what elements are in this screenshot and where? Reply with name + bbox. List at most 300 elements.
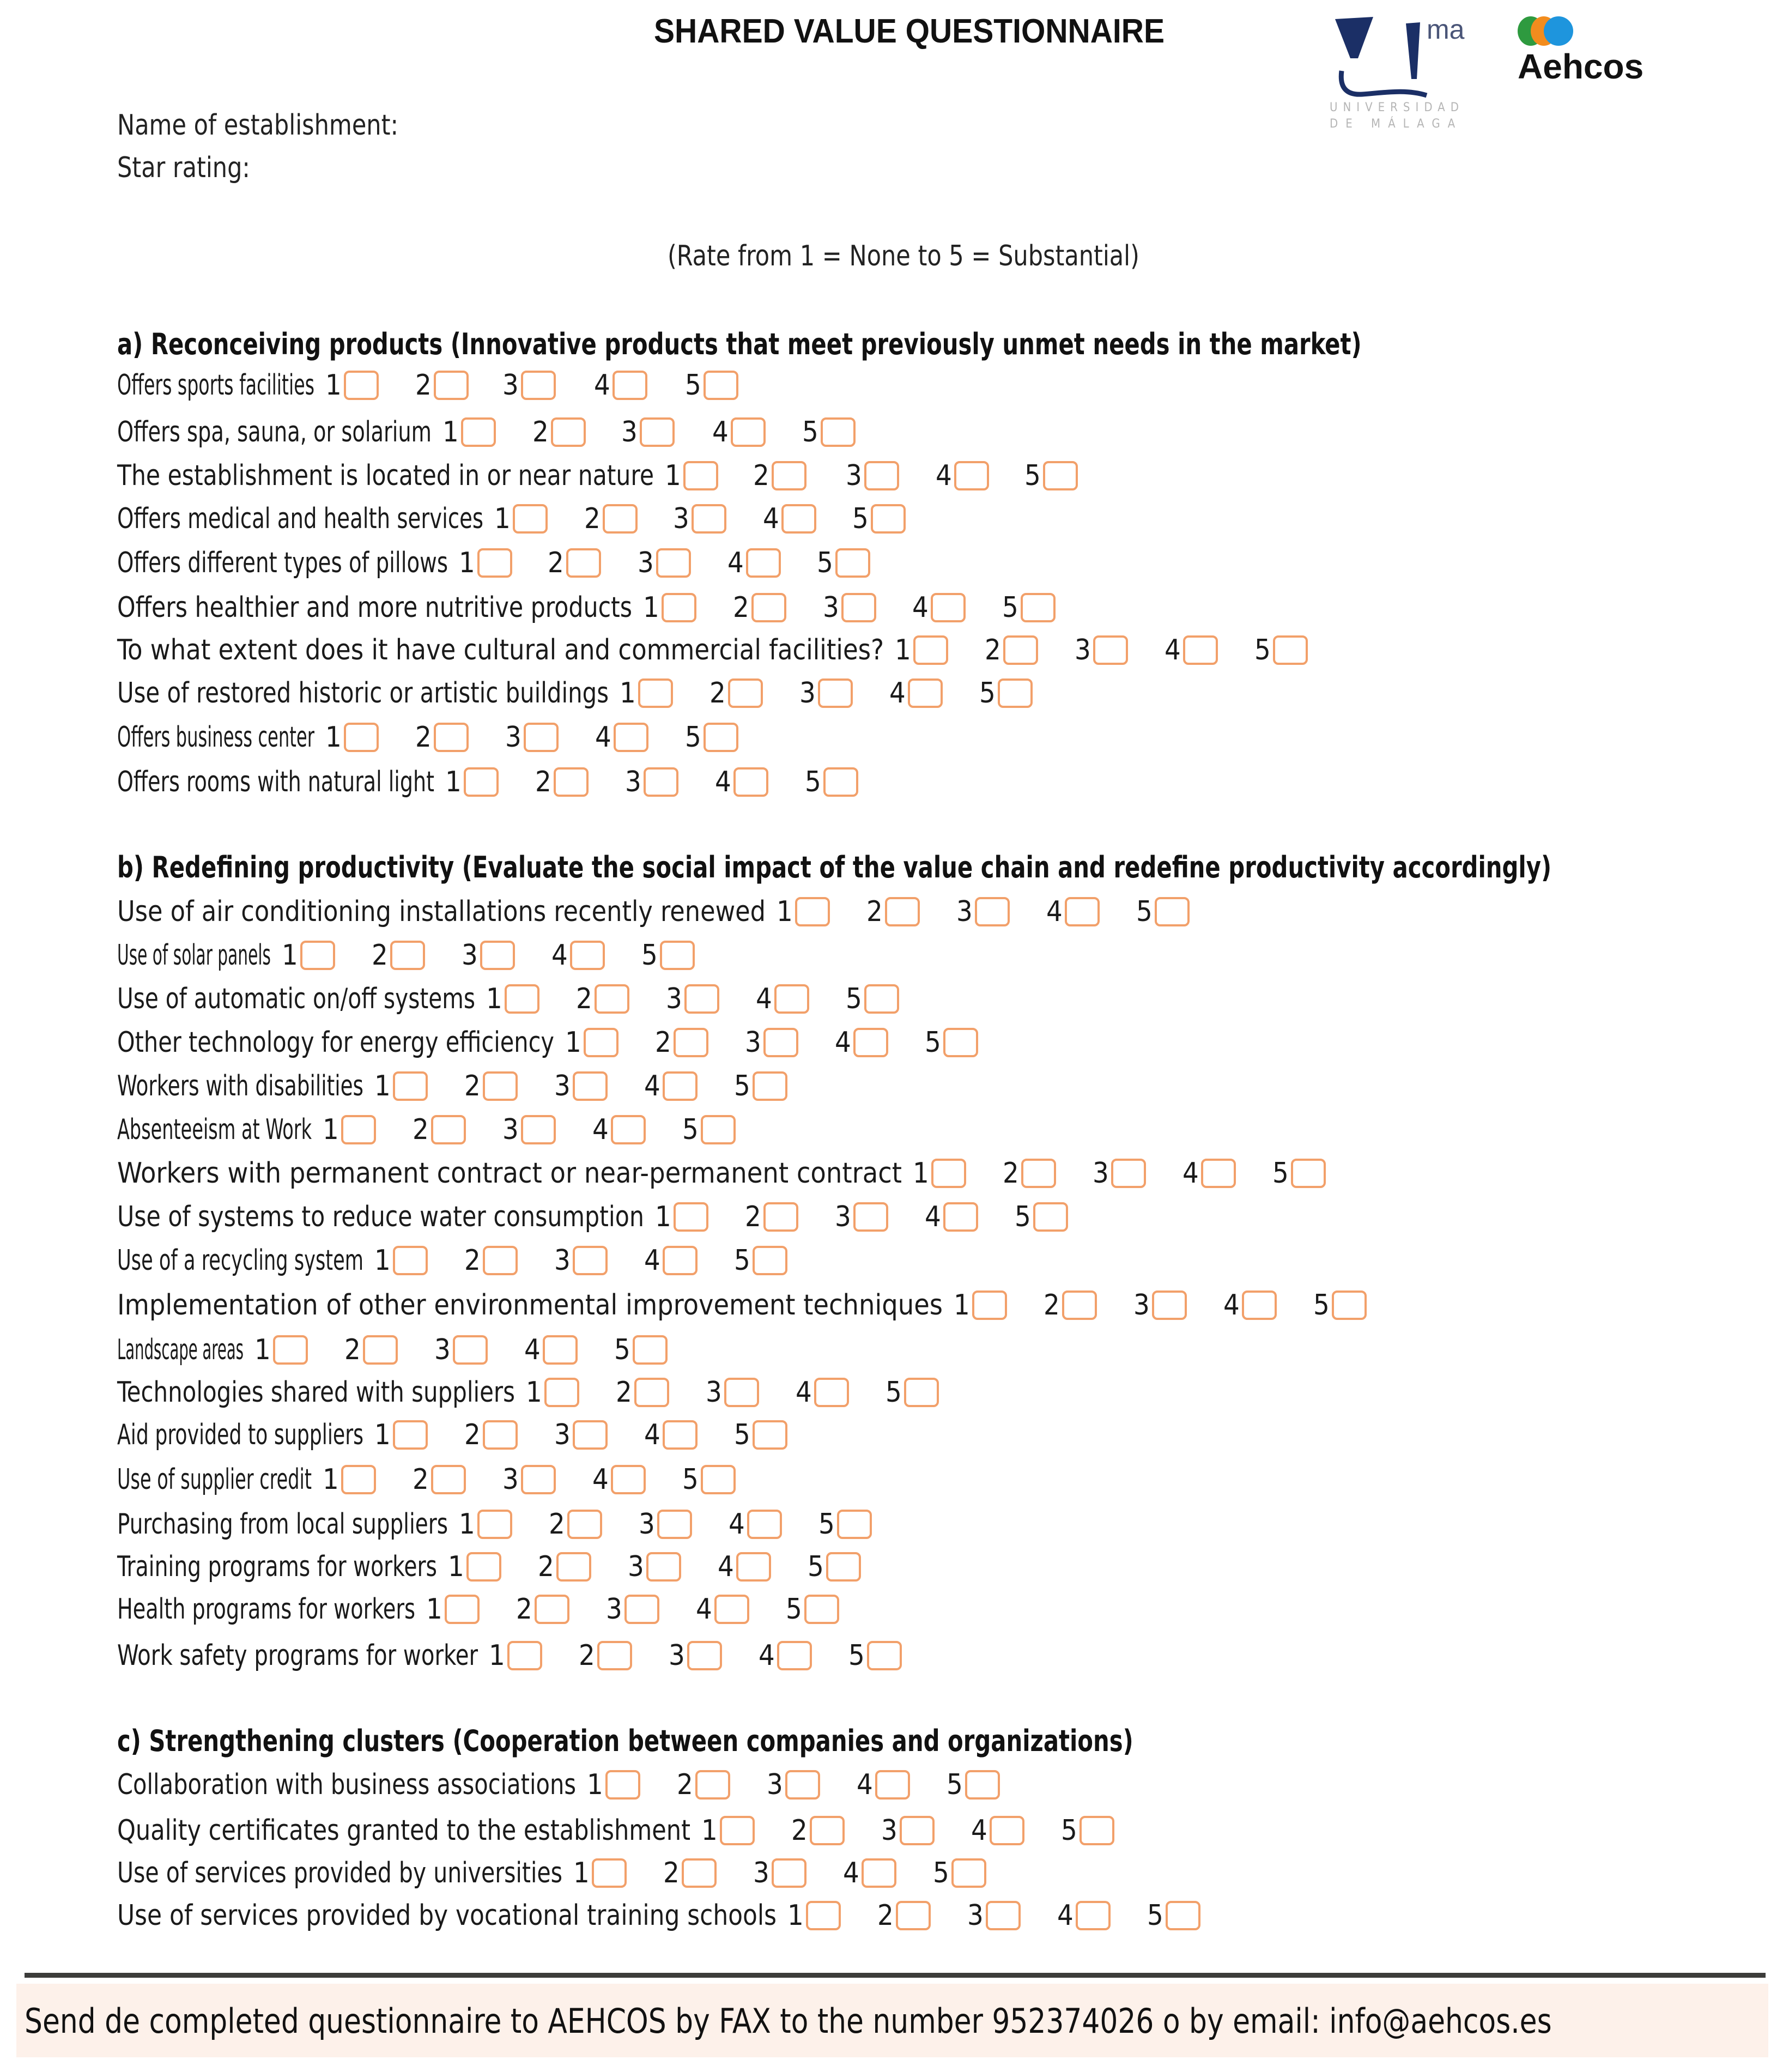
rating-option-3[interactable] <box>638 544 691 582</box>
rating-checkbox[interactable] <box>904 1378 939 1407</box>
rating-checkbox[interactable] <box>644 767 678 797</box>
rating-option-5[interactable] <box>947 1766 1000 1804</box>
rating-checkbox[interactable] <box>1291 1159 1326 1188</box>
rating-option-3[interactable] <box>666 980 719 1018</box>
rating-checkbox[interactable] <box>640 417 675 447</box>
rating-option-3[interactable] <box>639 1505 692 1543</box>
rating-checkbox[interactable] <box>543 1335 578 1365</box>
rating-checkbox[interactable] <box>747 1510 782 1539</box>
rating-checkbox[interactable] <box>505 984 539 1014</box>
rating-checkbox[interactable] <box>772 1858 806 1888</box>
rating-option-5[interactable] <box>641 936 695 974</box>
rating-option-4[interactable] <box>644 1416 698 1454</box>
rating-option-4[interactable] <box>715 763 768 801</box>
rating-option-2[interactable] <box>549 1505 602 1543</box>
rating-checkbox[interactable] <box>611 1115 646 1144</box>
rating-option-1[interactable] <box>777 893 830 931</box>
rating-option-1[interactable] <box>895 631 948 669</box>
rating-checkbox[interactable] <box>1021 1159 1056 1188</box>
rating-checkbox[interactable] <box>821 417 856 447</box>
rating-option-4[interactable] <box>912 589 966 627</box>
rating-option-2[interactable] <box>548 544 601 582</box>
rating-option-2[interactable] <box>663 1854 717 1892</box>
rating-checkbox[interactable] <box>763 1028 798 1057</box>
rating-checkbox[interactable] <box>1021 593 1056 622</box>
rating-option-2[interactable] <box>791 1812 845 1850</box>
rating-checkbox[interactable] <box>753 1071 787 1101</box>
rating-option-2[interactable] <box>344 1331 398 1369</box>
rating-checkbox[interactable] <box>513 504 548 534</box>
rating-option-5[interactable] <box>979 674 1033 712</box>
rating-checkbox[interactable] <box>841 593 876 622</box>
rating-checkbox[interactable] <box>943 1202 978 1232</box>
rating-option-3[interactable] <box>706 1373 759 1411</box>
rating-option-3[interactable] <box>502 1461 556 1499</box>
rating-option-3[interactable] <box>753 1854 806 1892</box>
rating-option-1[interactable] <box>254 1331 308 1369</box>
rating-option-5[interactable] <box>685 718 738 756</box>
rating-option-1[interactable] <box>913 1154 966 1192</box>
rating-option-2[interactable] <box>753 457 806 495</box>
rating-option-5[interactable] <box>734 1241 787 1280</box>
rating-checkbox[interactable] <box>390 941 425 970</box>
rating-checkbox[interactable] <box>804 1595 839 1624</box>
rating-option-5[interactable] <box>805 763 858 801</box>
rating-option-2[interactable] <box>415 718 469 756</box>
rating-option-4[interactable] <box>1057 1897 1111 1935</box>
rating-option-5[interactable] <box>1147 1897 1200 1935</box>
rating-option-1[interactable] <box>565 1023 618 1062</box>
rating-checkbox[interactable] <box>341 1465 376 1494</box>
rating-option-1[interactable] <box>526 1373 579 1411</box>
rating-checkbox[interactable] <box>753 1420 787 1450</box>
rating-option-4[interactable] <box>756 980 809 1018</box>
rating-option-3[interactable] <box>502 366 556 404</box>
rating-checkbox[interactable] <box>595 984 629 1014</box>
rating-checkbox[interactable] <box>551 417 586 447</box>
rating-option-4[interactable] <box>729 1505 782 1543</box>
rating-checkbox[interactable] <box>480 941 515 970</box>
rating-option-5[interactable] <box>734 1416 787 1454</box>
rating-option-4[interactable] <box>759 1637 812 1675</box>
rating-option-3[interactable] <box>554 1067 608 1105</box>
rating-option-5[interactable] <box>614 1331 668 1369</box>
rating-option-1[interactable] <box>459 1505 512 1543</box>
rating-checkbox[interactable] <box>875 1770 910 1800</box>
rating-checkbox[interactable] <box>900 1816 935 1845</box>
rating-checkbox[interactable] <box>573 1071 608 1101</box>
rating-checkbox[interactable] <box>1183 635 1218 665</box>
rating-checkbox[interactable] <box>521 1115 556 1144</box>
rating-option-4[interactable] <box>1165 631 1218 669</box>
rating-option-4[interactable] <box>718 1548 771 1586</box>
rating-checkbox[interactable] <box>913 635 948 665</box>
rating-checkbox[interactable] <box>837 1510 872 1539</box>
rating-option-3[interactable] <box>881 1812 935 1850</box>
rating-checkbox[interactable] <box>663 1071 698 1101</box>
rating-option-2[interactable] <box>877 1897 931 1935</box>
rating-option-5[interactable] <box>682 1111 736 1149</box>
rating-option-4[interactable] <box>835 1023 888 1062</box>
rating-checkbox[interactable] <box>464 767 499 797</box>
rating-option-1[interactable] <box>701 1812 755 1850</box>
rating-option-4[interactable] <box>925 1198 978 1236</box>
rating-checkbox[interactable] <box>704 723 738 752</box>
rating-option-3[interactable] <box>673 500 726 538</box>
rating-option-4[interactable] <box>644 1067 698 1105</box>
rating-checkbox[interactable] <box>453 1335 488 1365</box>
rating-option-3[interactable] <box>554 1416 608 1454</box>
rating-checkbox[interactable] <box>1065 897 1100 926</box>
rating-option-2[interactable] <box>464 1067 518 1105</box>
rating-checkbox[interactable] <box>1273 635 1308 665</box>
rating-checkbox[interactable] <box>1043 461 1078 490</box>
rating-checkbox[interactable] <box>1152 1291 1187 1320</box>
rating-option-3[interactable] <box>956 893 1010 931</box>
rating-checkbox[interactable] <box>1111 1159 1146 1188</box>
rating-option-2[interactable] <box>538 1548 591 1586</box>
rating-checkbox[interactable] <box>614 723 648 752</box>
rating-option-5[interactable] <box>1272 1154 1326 1192</box>
rating-option-5[interactable] <box>818 1505 872 1543</box>
rating-option-3[interactable] <box>1133 1286 1187 1324</box>
rating-checkbox[interactable] <box>273 1335 308 1365</box>
rating-option-1[interactable] <box>282 936 335 974</box>
rating-checkbox[interactable] <box>344 723 379 752</box>
rating-checkbox[interactable] <box>507 1641 542 1670</box>
rating-option-3[interactable] <box>967 1897 1021 1935</box>
rating-option-3[interactable] <box>1075 631 1128 669</box>
rating-checkbox[interactable] <box>835 548 870 578</box>
rating-checkbox[interactable] <box>477 1510 512 1539</box>
rating-checkbox[interactable] <box>663 1420 698 1450</box>
rating-option-2[interactable] <box>985 631 1038 669</box>
rating-option-1[interactable] <box>374 1416 428 1454</box>
rating-option-4[interactable] <box>594 366 647 404</box>
rating-option-5[interactable] <box>786 1590 839 1628</box>
rating-checkbox[interactable] <box>393 1420 428 1450</box>
rating-checkbox[interactable] <box>1093 635 1128 665</box>
rating-option-1[interactable] <box>655 1198 708 1236</box>
rating-option-4[interactable] <box>595 718 648 756</box>
rating-checkbox[interactable] <box>864 461 899 490</box>
rating-option-3[interactable] <box>462 936 515 974</box>
rating-checkbox[interactable] <box>763 1202 798 1232</box>
rating-option-3[interactable] <box>669 1637 722 1675</box>
rating-option-5[interactable] <box>1024 457 1078 495</box>
rating-checkbox[interactable] <box>818 678 853 708</box>
rating-checkbox[interactable] <box>1155 897 1190 926</box>
rating-checkbox[interactable] <box>810 1816 845 1845</box>
rating-option-4[interactable] <box>971 1812 1024 1850</box>
rating-checkbox[interactable] <box>612 371 647 400</box>
rating-checkbox[interactable] <box>864 984 899 1014</box>
rating-checkbox[interactable] <box>704 371 738 400</box>
rating-checkbox[interactable] <box>573 1420 608 1450</box>
rating-option-3[interactable] <box>767 1766 820 1804</box>
rating-option-1[interactable] <box>426 1590 480 1628</box>
rating-checkbox[interactable] <box>584 1028 618 1057</box>
rating-option-2[interactable] <box>733 589 786 627</box>
rating-option-2[interactable] <box>655 1023 708 1062</box>
rating-option-2[interactable] <box>745 1198 798 1236</box>
rating-checkbox[interactable] <box>662 593 696 622</box>
rating-option-5[interactable] <box>1015 1198 1068 1236</box>
rating-checkbox[interactable] <box>931 1159 966 1188</box>
rating-checkbox[interactable] <box>1201 1159 1236 1188</box>
rating-checkbox[interactable] <box>483 1420 518 1450</box>
rating-option-1[interactable] <box>323 1111 376 1149</box>
rating-option-4[interactable] <box>857 1766 910 1804</box>
rating-checkbox[interactable] <box>990 1816 1024 1845</box>
rating-checkbox[interactable] <box>363 1335 398 1365</box>
rating-option-5[interactable] <box>1313 1286 1367 1324</box>
rating-option-5[interactable] <box>1061 1812 1114 1850</box>
rating-checkbox[interactable] <box>998 678 1033 708</box>
rating-checkbox[interactable] <box>300 941 335 970</box>
rating-option-2[interactable] <box>516 1590 569 1628</box>
rating-checkbox[interactable] <box>573 1246 608 1275</box>
rating-checkbox[interactable] <box>1003 635 1038 665</box>
rating-checkbox[interactable] <box>751 593 786 622</box>
rating-checkbox[interactable] <box>853 1028 888 1057</box>
rating-option-1[interactable] <box>325 366 379 404</box>
rating-option-4[interactable] <box>644 1241 698 1280</box>
rating-option-2[interactable] <box>413 1461 466 1499</box>
rating-option-5[interactable] <box>734 1067 787 1105</box>
rating-option-3[interactable] <box>502 1111 556 1149</box>
rating-checkbox[interactable] <box>1242 1291 1277 1320</box>
rating-option-5[interactable] <box>802 413 856 451</box>
rating-checkbox[interactable] <box>724 1378 759 1407</box>
rating-checkbox[interactable] <box>656 548 691 578</box>
rating-option-1[interactable] <box>954 1286 1007 1324</box>
rating-checkbox[interactable] <box>806 1901 841 1930</box>
rating-checkbox[interactable] <box>556 1552 591 1582</box>
rating-option-2[interactable] <box>709 674 763 712</box>
rating-checkbox[interactable] <box>483 1071 518 1101</box>
rating-checkbox[interactable] <box>1332 1291 1367 1320</box>
rating-option-1[interactable] <box>665 457 718 495</box>
rating-checkbox[interactable] <box>434 371 469 400</box>
rating-option-4[interactable] <box>551 936 605 974</box>
rating-checkbox[interactable] <box>862 1858 896 1888</box>
rating-option-3[interactable] <box>846 457 899 495</box>
rating-option-1[interactable] <box>620 674 673 712</box>
rating-checkbox[interactable] <box>795 897 830 926</box>
rating-checkbox[interactable] <box>736 1552 771 1582</box>
rating-checkbox[interactable] <box>566 548 601 578</box>
rating-checkbox[interactable] <box>344 371 379 400</box>
rating-option-4[interactable] <box>524 1331 578 1369</box>
rating-checkbox[interactable] <box>781 504 816 534</box>
rating-checkbox[interactable] <box>603 504 638 534</box>
rating-option-1[interactable] <box>323 1461 376 1499</box>
rating-option-5[interactable] <box>1254 631 1308 669</box>
rating-checkbox[interactable] <box>772 461 806 490</box>
rating-checkbox[interactable] <box>701 1465 736 1494</box>
rating-option-3[interactable] <box>621 413 675 451</box>
rating-option-4[interactable] <box>727 544 781 582</box>
rating-option-5[interactable] <box>808 1548 861 1586</box>
rating-checkbox[interactable] <box>624 1595 659 1624</box>
rating-checkbox[interactable] <box>521 371 556 400</box>
rating-option-1[interactable] <box>459 544 512 582</box>
rating-checkbox[interactable] <box>774 984 809 1014</box>
rating-option-4[interactable] <box>1182 1154 1236 1192</box>
rating-option-2[interactable] <box>535 763 589 801</box>
rating-option-2[interactable] <box>584 500 638 538</box>
rating-option-3[interactable] <box>606 1590 659 1628</box>
rating-option-2[interactable] <box>464 1241 518 1280</box>
rating-option-2[interactable] <box>1044 1286 1097 1324</box>
rating-checkbox[interactable] <box>634 1378 669 1407</box>
rating-checkbox[interactable] <box>684 984 719 1014</box>
rating-option-1[interactable] <box>573 1854 627 1892</box>
rating-checkbox[interactable] <box>592 1858 627 1888</box>
rating-checkbox[interactable] <box>777 1641 812 1670</box>
rating-option-3[interactable] <box>628 1548 681 1586</box>
rating-option-2[interactable] <box>413 1111 466 1149</box>
rating-checkbox[interactable] <box>1076 1901 1111 1930</box>
rating-option-1[interactable] <box>494 500 548 538</box>
rating-checkbox[interactable] <box>663 1246 698 1275</box>
rating-option-5[interactable] <box>682 1461 736 1499</box>
rating-checkbox[interactable] <box>823 767 858 797</box>
rating-checkbox[interactable] <box>753 1246 787 1275</box>
rating-checkbox[interactable] <box>535 1595 569 1624</box>
rating-option-3[interactable] <box>434 1331 488 1369</box>
rating-option-5[interactable] <box>1002 589 1056 627</box>
rating-checkbox[interactable] <box>341 1115 376 1144</box>
rating-checkbox[interactable] <box>483 1246 518 1275</box>
rating-option-4[interactable] <box>843 1854 896 1892</box>
rating-option-1[interactable] <box>587 1766 640 1804</box>
rating-checkbox[interactable] <box>885 897 920 926</box>
rating-option-4[interactable] <box>592 1461 646 1499</box>
rating-checkbox[interactable] <box>731 417 766 447</box>
rating-checkbox[interactable] <box>646 1552 681 1582</box>
rating-checkbox[interactable] <box>633 1335 668 1365</box>
rating-checkbox[interactable] <box>657 1510 692 1539</box>
rating-checkbox[interactable] <box>931 593 966 622</box>
rating-option-2[interactable] <box>464 1416 518 1454</box>
rating-option-4[interactable] <box>763 500 816 538</box>
rating-checkbox[interactable] <box>951 1858 986 1888</box>
rating-option-1[interactable] <box>643 589 696 627</box>
rating-option-2[interactable] <box>677 1766 730 1804</box>
rating-checkbox[interactable] <box>965 1770 1000 1800</box>
rating-option-3[interactable] <box>799 674 853 712</box>
rating-checkbox[interactable] <box>975 897 1010 926</box>
rating-checkbox[interactable] <box>746 548 781 578</box>
rating-option-4[interactable] <box>1223 1286 1277 1324</box>
rating-checkbox[interactable] <box>714 1595 749 1624</box>
rating-checkbox[interactable] <box>695 1770 730 1800</box>
rating-checkbox[interactable] <box>431 1465 466 1494</box>
rating-checkbox[interactable] <box>524 723 559 752</box>
rating-option-1[interactable] <box>442 413 496 451</box>
rating-option-5[interactable] <box>1136 893 1190 931</box>
rating-checkbox[interactable] <box>943 1028 978 1057</box>
rating-checkbox[interactable] <box>908 678 943 708</box>
rating-checkbox[interactable] <box>871 504 906 534</box>
rating-option-1[interactable] <box>489 1637 542 1675</box>
rating-option-4[interactable] <box>696 1590 749 1628</box>
rating-checkbox[interactable] <box>814 1378 849 1407</box>
rating-option-2[interactable] <box>579 1637 632 1675</box>
rating-checkbox[interactable] <box>692 504 726 534</box>
rating-option-2[interactable] <box>616 1373 669 1411</box>
rating-option-4[interactable] <box>889 674 943 712</box>
rating-checkbox[interactable] <box>638 678 673 708</box>
rating-checkbox[interactable] <box>867 1641 902 1670</box>
rating-checkbox[interactable] <box>1080 1816 1114 1845</box>
rating-option-3[interactable] <box>625 763 678 801</box>
rating-option-5[interactable] <box>933 1854 986 1892</box>
rating-checkbox[interactable] <box>674 1028 708 1057</box>
rating-checkbox[interactable] <box>785 1770 820 1800</box>
rating-option-2[interactable] <box>532 413 586 451</box>
rating-option-5[interactable] <box>852 500 906 538</box>
rating-checkbox[interactable] <box>554 767 589 797</box>
rating-option-5[interactable] <box>925 1023 978 1062</box>
rating-checkbox[interactable] <box>605 1770 640 1800</box>
rating-option-4[interactable] <box>712 413 766 451</box>
rating-checkbox[interactable] <box>431 1115 466 1144</box>
rating-option-2[interactable] <box>576 980 629 1018</box>
rating-checkbox[interactable] <box>393 1071 428 1101</box>
rating-option-5[interactable] <box>848 1637 902 1675</box>
rating-checkbox[interactable] <box>434 723 469 752</box>
rating-checkbox[interactable] <box>986 1901 1021 1930</box>
rating-checkbox[interactable] <box>720 1816 755 1845</box>
rating-checkbox[interactable] <box>701 1115 736 1144</box>
rating-option-1[interactable] <box>486 980 539 1018</box>
rating-checkbox[interactable] <box>660 941 695 970</box>
rating-option-2[interactable] <box>415 366 469 404</box>
rating-option-3[interactable] <box>1093 1154 1146 1192</box>
rating-option-1[interactable] <box>448 1548 501 1586</box>
rating-checkbox[interactable] <box>1033 1202 1068 1232</box>
rating-option-3[interactable] <box>745 1023 798 1062</box>
rating-checkbox[interactable] <box>728 678 763 708</box>
rating-checkbox[interactable] <box>853 1202 888 1232</box>
rating-checkbox[interactable] <box>521 1465 556 1494</box>
rating-option-2[interactable] <box>866 893 920 931</box>
rating-checkbox[interactable] <box>567 1510 602 1539</box>
rating-option-3[interactable] <box>505 718 559 756</box>
rating-option-5[interactable] <box>846 980 899 1018</box>
rating-checkbox[interactable] <box>611 1465 646 1494</box>
rating-option-5[interactable] <box>817 544 870 582</box>
rating-option-4[interactable] <box>592 1111 646 1149</box>
rating-checkbox[interactable] <box>826 1552 861 1582</box>
rating-option-1[interactable] <box>374 1241 428 1280</box>
rating-checkbox[interactable] <box>445 1595 480 1624</box>
rating-checkbox[interactable] <box>954 461 989 490</box>
rating-checkbox[interactable] <box>1062 1291 1097 1320</box>
rating-option-5[interactable] <box>886 1373 939 1411</box>
rating-option-3[interactable] <box>554 1241 608 1280</box>
rating-checkbox[interactable] <box>544 1378 579 1407</box>
rating-option-5[interactable] <box>685 366 738 404</box>
rating-option-1[interactable] <box>445 763 499 801</box>
rating-checkbox[interactable] <box>682 1858 717 1888</box>
rating-option-3[interactable] <box>835 1198 888 1236</box>
rating-checkbox[interactable] <box>972 1291 1007 1320</box>
rating-checkbox[interactable] <box>597 1641 632 1670</box>
